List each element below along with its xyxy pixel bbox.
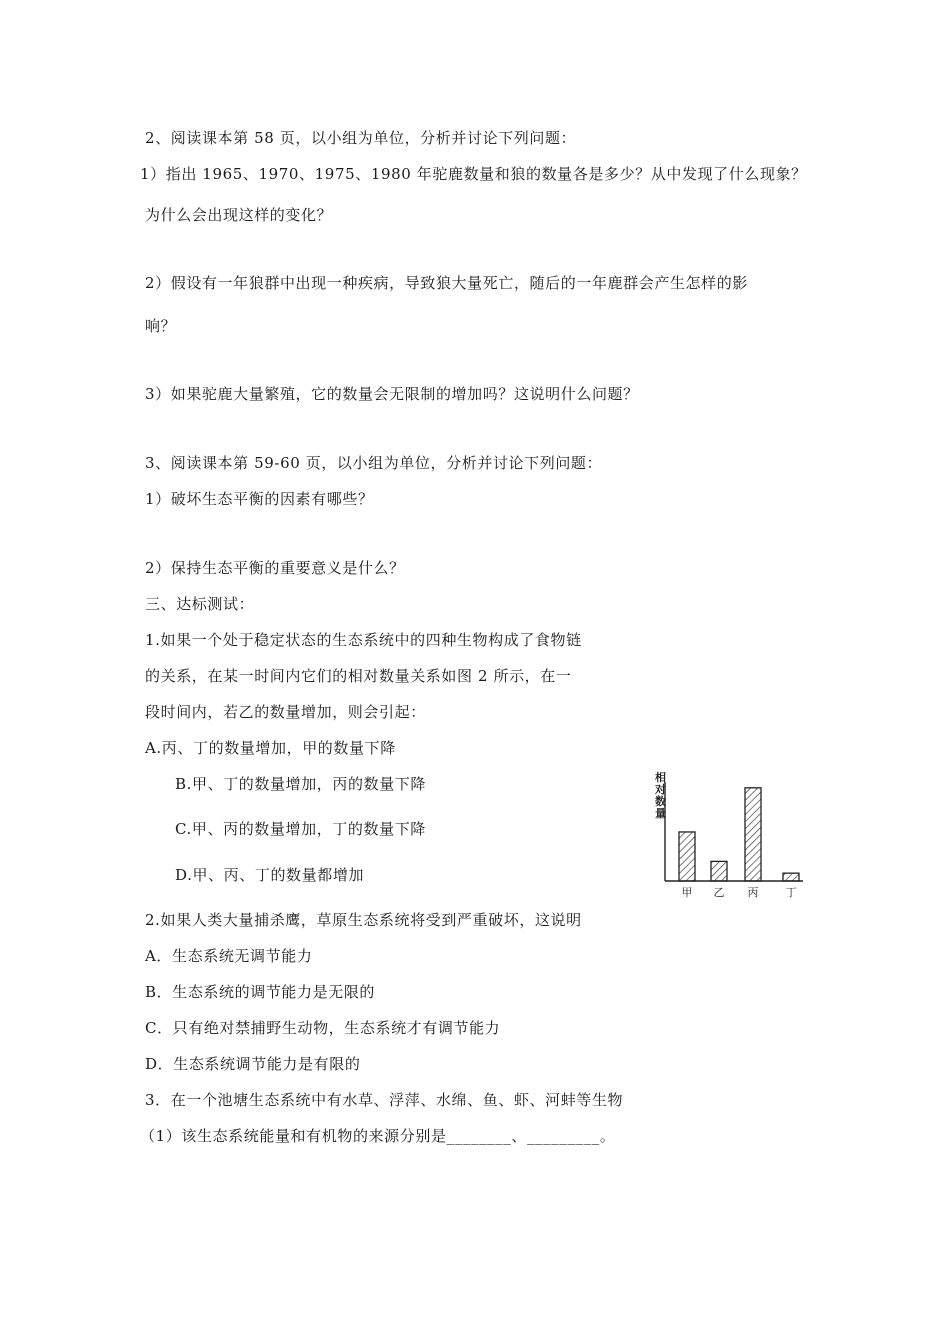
test-heading: 三、达标测试： (145, 595, 255, 613)
section-2-question-3: 3）如果驼鹿大量繁殖，它的数量会无限制的增加吗？这说明什么问题？ (145, 385, 639, 403)
x-tick-label-1: 甲 (681, 886, 693, 899)
chart-svg (655, 770, 805, 905)
problem-2-stem: 2.如果人类大量捕杀鹰，草原生态系统将受到严重破坏，这说明 (145, 911, 582, 929)
problem-1-option-a: A.丙、丁的数量增加，甲的数量下降 (145, 739, 396, 757)
problem-3-question-1: （1）该生态系统能量和有机物的来源分别是________、_________。 (140, 1127, 616, 1145)
x-tick-label-3: 丙 (747, 886, 759, 899)
section-3-question-1: 1）破坏生态平衡的因素有哪些？ (145, 490, 374, 508)
problem-2-option-c: C．只有绝对禁捕野生动物，生态系统才有调节能力 (145, 1019, 501, 1037)
x-tick-label-2: 乙 (713, 886, 725, 899)
y-axis-label-char: 量 (655, 807, 666, 820)
problem-3-stem: 3．在一个池塘生态系统中有水草、浮萍、水绵、鱼、虾、河蚌等生物 (145, 1091, 624, 1109)
problem-1-line-3: 段时间内，若乙的数量增加，则会引起： (145, 703, 426, 721)
bar-1 (679, 832, 695, 881)
section-3-question-2: 2）保持生态平衡的重要意义是什么？ (145, 559, 405, 577)
y-axis-label-char: 对 (655, 783, 666, 796)
relative-quantity-bar-chart (655, 770, 805, 905)
bar-4 (783, 873, 799, 881)
y-axis-label-char: 数 (655, 795, 666, 808)
y-axis-label-char: 相 (655, 771, 666, 784)
problem-2-option-b: B．生态系统的调节能力是无限的 (145, 983, 376, 1001)
x-tick-labels (682, 886, 797, 899)
x-tick-label-4: 丁 (785, 886, 797, 899)
section-2-question-1-line-1: 1）指出 1965、1970、1975、1980 年驼鹿数量和狼的数量各是多少？从中发现了什么现象？ (140, 165, 807, 183)
bar-2 (711, 861, 727, 881)
problem-1-line-1: 1.如果一个处于稳定状态的生态系统中的四种生物构成了食物链 (145, 631, 582, 649)
problem-2-option-a: A．生态系统无调节能力 (145, 947, 313, 965)
section-2-heading: 2、阅读课本第 58 页，以小组为单位，分析并讨论下列问题： (145, 129, 577, 147)
bar-3 (745, 788, 761, 881)
problem-1-line-2: 的关系，在某一时间内它们的相对数量关系如图 2 所示，在一 (145, 667, 572, 685)
problem-1-option-c: C.甲、丙的数量增加，丁的数量下降 (175, 820, 426, 838)
problem-1-option-b: B.甲、丁的数量增加，丙的数量下降 (175, 775, 426, 793)
problem-1-option-d: D.甲、丙、丁的数量都增加 (175, 866, 365, 884)
section-2-question-2-line-1: 2）假设有一年狼群中出现一种疾病，导致狼大量死亡，随后的一年鹿群会产生怎样的影 (145, 274, 748, 292)
section-2-question-2-line-2: 响？ (145, 317, 177, 335)
bars (679, 788, 799, 881)
section-3-heading: 3、阅读课本第 59-60 页，以小组为单位，分析并讨论下列问题： (145, 454, 603, 472)
problem-2-option-d: D．生态系统调节能力是有限的 (145, 1055, 361, 1073)
section-2-question-1-line-2: 为什么会出现这样的变化？ (145, 206, 333, 224)
